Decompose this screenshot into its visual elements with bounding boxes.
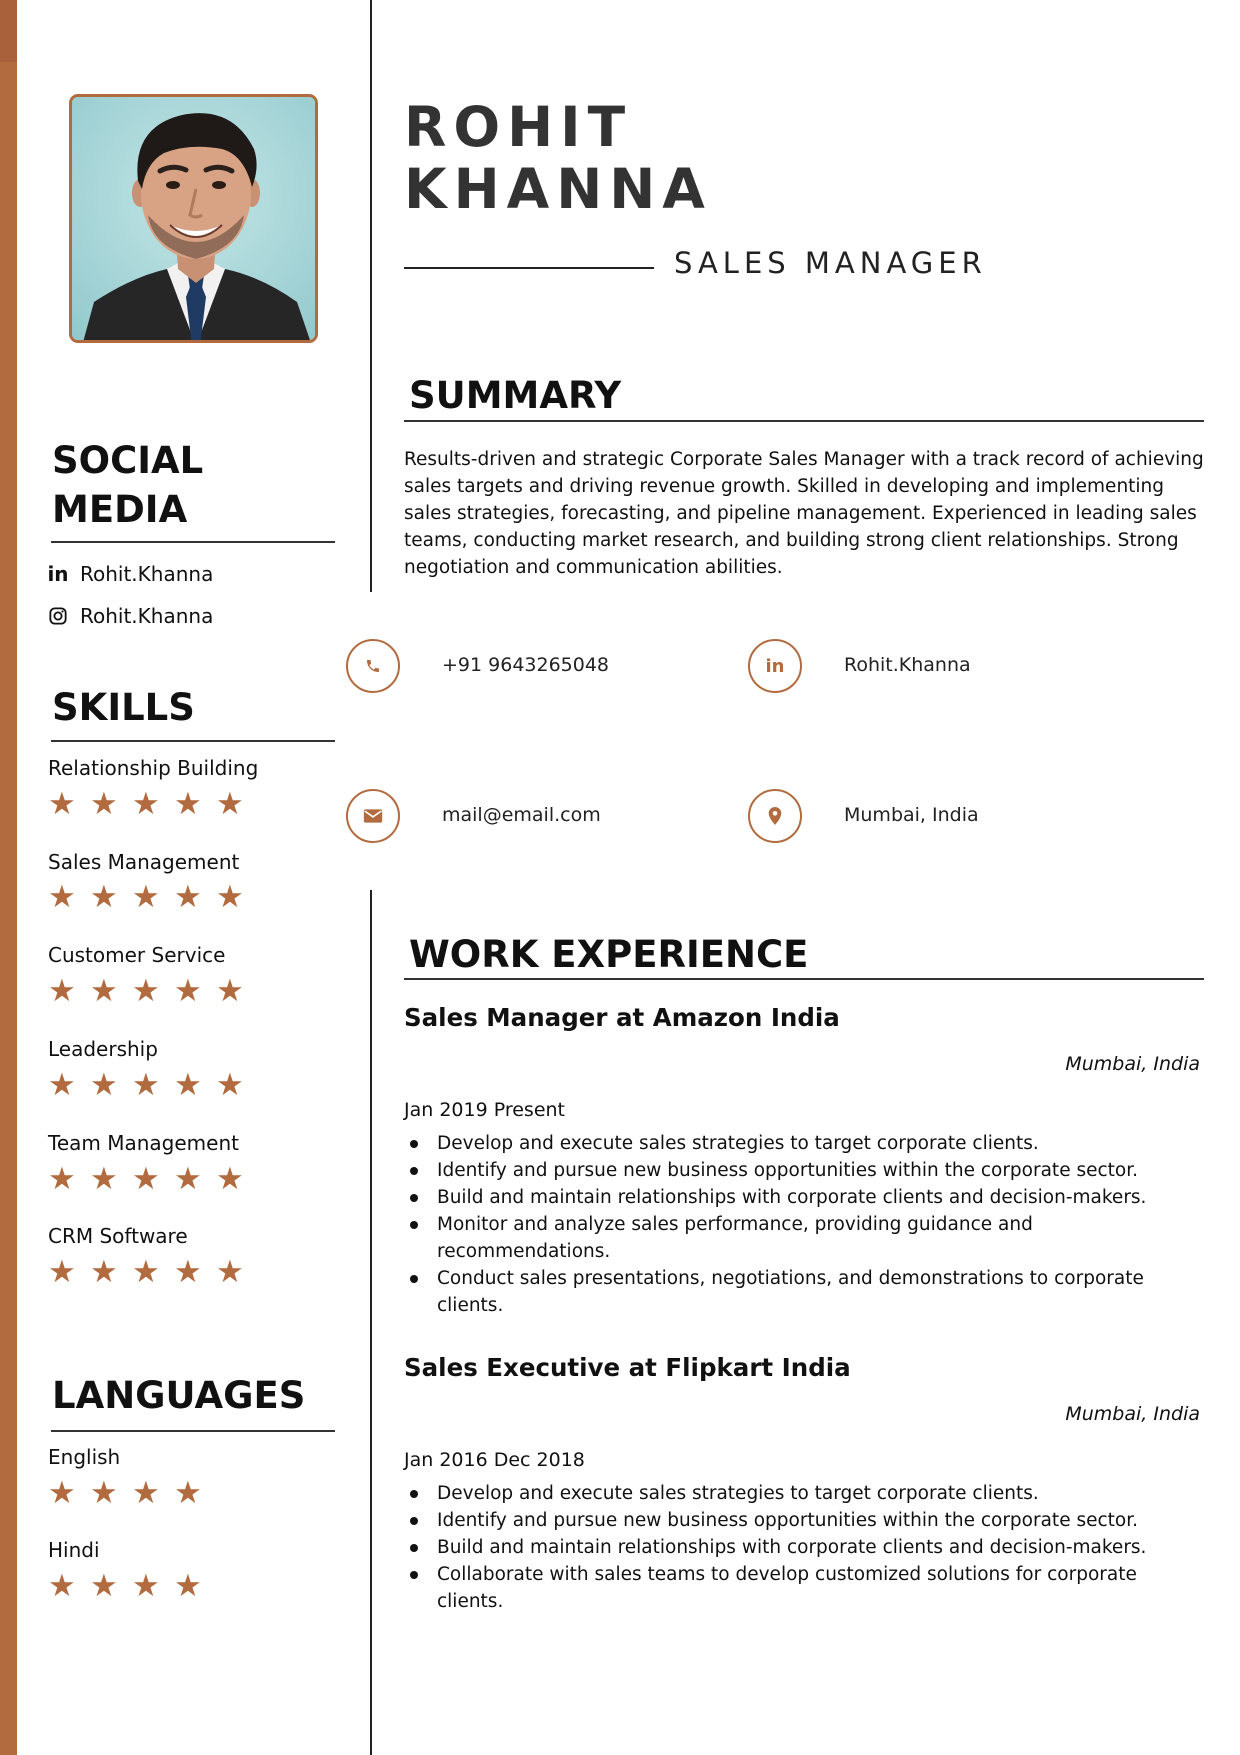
social-rule xyxy=(51,541,335,543)
star-icon: ★ xyxy=(216,1161,244,1197)
star-icon: ★ xyxy=(174,1254,202,1290)
skill-name: Customer Service xyxy=(48,943,226,967)
skill-name: Team Management xyxy=(48,1131,239,1155)
summary-text: Results-driven and strategic Corporate Sales Manager with a track record of achieving sales targets and driving revenue growth. Skilled in developing and implementing sales strategies, forecasting, and pipeline management. Experienced in leading sales teams, conducting market research, and building strong client relationships. Strong negotiation and communication abilities. xyxy=(404,449,1204,578)
map-pin-icon xyxy=(748,789,802,843)
list-item: Identify and pursue new business opportunities within the corporate sector. xyxy=(404,1157,1204,1184)
list-item: Build and maintain relationships with corporate clients and decision-makers. xyxy=(404,1534,1204,1561)
list-item: Conduct sales presentations, negotiations, and demonstrations to corporate clients. xyxy=(404,1265,1204,1319)
language-rating xyxy=(48,1570,216,1602)
star-icon: ★ xyxy=(216,1067,244,1103)
star-icon: ★ xyxy=(132,1475,160,1511)
star-icon: ★ xyxy=(174,1067,202,1103)
skills-rule xyxy=(51,740,335,742)
skill-rating xyxy=(48,881,258,913)
skills-heading: SKILLS xyxy=(52,686,195,729)
contact-location: Mumbai, India xyxy=(844,804,979,826)
star-icon: ★ xyxy=(90,879,118,915)
star-icon: ★ xyxy=(48,1254,76,1290)
skill-rating xyxy=(48,975,258,1007)
instagram-icon xyxy=(46,604,70,628)
star-icon: ★ xyxy=(174,879,202,915)
star-icon: ★ xyxy=(132,1067,160,1103)
social-item-instagram[interactable] xyxy=(46,604,213,628)
job-title: Sales Executive at Flipkart India xyxy=(404,1353,851,1382)
star-icon: ★ xyxy=(216,879,244,915)
first-name: ROHIT xyxy=(404,95,633,159)
skill-rating xyxy=(48,1069,258,1101)
profile-photo-illustration xyxy=(72,97,318,343)
job-bullets xyxy=(404,1130,1204,1319)
star-icon: ★ xyxy=(132,1161,160,1197)
profile-photo xyxy=(69,94,318,343)
job-location: Mumbai, India xyxy=(1065,1053,1200,1075)
list-item: Collaborate with sales teams to develop customized solutions for corporate clients. xyxy=(404,1561,1204,1615)
star-icon: ★ xyxy=(216,1254,244,1290)
candidate-name xyxy=(404,96,712,220)
star-icon: ★ xyxy=(48,879,76,915)
star-icon: ★ xyxy=(216,973,244,1009)
star-icon: ★ xyxy=(48,973,76,1009)
star-icon: ★ xyxy=(90,1067,118,1103)
star-icon: ★ xyxy=(90,786,118,822)
phone-icon xyxy=(346,639,400,693)
star-icon: ★ xyxy=(132,973,160,1009)
star-icon: ★ xyxy=(48,1475,76,1511)
job-dates: Jan 2019 Present xyxy=(404,1099,566,1121)
language-name: Hindi xyxy=(48,1538,100,1562)
social-item-label: Rohit.Khanna xyxy=(80,604,214,628)
skill-name: CRM Software xyxy=(48,1224,188,1248)
accent-side-bar-top xyxy=(0,0,17,62)
social-item-label: Rohit.Khanna xyxy=(80,562,214,586)
star-icon: ★ xyxy=(90,1254,118,1290)
last-name: KHANNA xyxy=(404,157,712,221)
skill-rating xyxy=(48,788,258,820)
contact-phone[interactable]: +91 9643265048 xyxy=(442,654,610,676)
job-title: Sales Manager at Amazon India xyxy=(404,1003,840,1032)
star-icon: ★ xyxy=(132,1254,160,1290)
languages-heading: LANGUAGES xyxy=(52,1374,306,1417)
skill-name: Relationship Building xyxy=(48,756,259,780)
skill-name: Sales Management xyxy=(48,850,240,874)
star-icon: ★ xyxy=(48,1161,76,1197)
star-icon: ★ xyxy=(132,1568,160,1604)
linkedin-icon-text: in xyxy=(765,655,785,677)
star-icon: ★ xyxy=(48,786,76,822)
job-bullets xyxy=(404,1480,1204,1615)
contact-email[interactable]: mail@email.com xyxy=(442,804,601,826)
skill-rating xyxy=(48,1256,258,1288)
language-rating xyxy=(48,1477,216,1509)
star-icon: ★ xyxy=(174,1161,202,1197)
star-icon: ★ xyxy=(174,1475,202,1511)
skill-rating xyxy=(48,1163,258,1195)
star-icon: ★ xyxy=(216,786,244,822)
star-icon: ★ xyxy=(132,786,160,822)
job-dates: Jan 2016 Dec 2018 xyxy=(404,1449,585,1471)
social-item-linkedin[interactable] xyxy=(46,562,213,586)
experience-heading: WORK EXPERIENCE xyxy=(409,933,809,976)
list-item: Develop and execute sales strategies to target corporate clients. xyxy=(404,1130,1204,1157)
summary-rule xyxy=(404,420,1204,422)
envelope-icon xyxy=(346,789,400,843)
star-icon: ★ xyxy=(48,1067,76,1103)
skill-name: Leadership xyxy=(48,1037,158,1061)
column-divider-bottom xyxy=(370,890,372,1755)
star-icon: ★ xyxy=(48,1568,76,1604)
star-icon: ★ xyxy=(174,1568,202,1604)
star-icon: ★ xyxy=(90,1161,118,1197)
contact-linkedin[interactable]: Rohit.Khanna xyxy=(844,654,971,676)
linkedin-icon xyxy=(748,639,802,693)
linkedin-glyph: in xyxy=(47,562,69,586)
star-icon: ★ xyxy=(174,786,202,822)
languages-rule xyxy=(51,1430,335,1432)
column-divider-top xyxy=(370,0,372,592)
list-item: Identify and pursue new business opportunities within the corporate sector. xyxy=(404,1507,1204,1534)
summary-heading: SUMMARY xyxy=(409,374,622,417)
accent-side-bar xyxy=(0,0,17,1755)
list-item: Develop and execute sales strategies to target corporate clients. xyxy=(404,1480,1204,1507)
star-icon: ★ xyxy=(90,1568,118,1604)
job-location: Mumbai, India xyxy=(1065,1403,1200,1425)
linkedin-icon xyxy=(46,562,70,586)
language-name: English xyxy=(48,1445,121,1469)
star-icon: ★ xyxy=(90,1475,118,1511)
job-title: SALES MANAGER xyxy=(674,246,987,280)
star-icon: ★ xyxy=(174,973,202,1009)
experience-rule xyxy=(404,978,1204,980)
star-icon: ★ xyxy=(90,973,118,1009)
social-heading xyxy=(52,436,203,534)
job-title-rule xyxy=(404,267,654,269)
list-item: Monitor and analyze sales performance, providing guidance and recommendations. xyxy=(404,1211,1204,1265)
social-heading-line1: SOCIAL xyxy=(52,439,204,482)
list-item: Build and maintain relationships with corporate clients and decision-makers. xyxy=(404,1184,1204,1211)
star-icon: ★ xyxy=(132,879,160,915)
social-heading-line2: MEDIA xyxy=(52,488,188,531)
